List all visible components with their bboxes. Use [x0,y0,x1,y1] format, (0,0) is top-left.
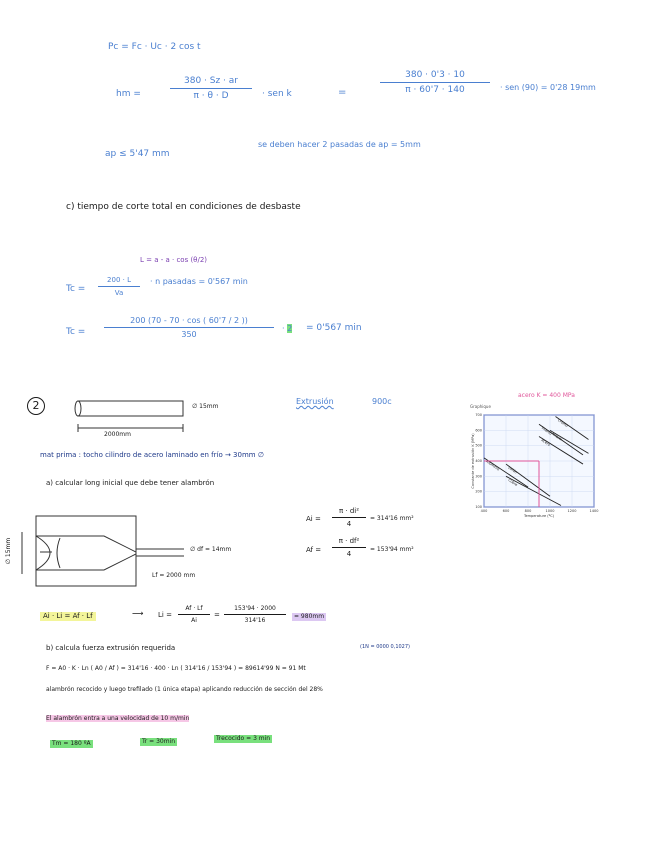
die-drawing [14,514,194,594]
chart-y-label: Constante de extrusión K (MPa) [471,433,475,489]
die-lf: Lf = 2000 mm [152,572,196,579]
ai-numerator: π · di² [338,507,360,515]
tc2-fraction [104,316,274,339]
extrusion-chart [470,405,598,523]
af-label: Af = [306,546,322,554]
force-equation: F = A0 · K · Ln ( A0 / Af ) = 314'16 · 400 · Ln ( 314'16 / 153'94 ) = 89614'99 N = 91 Mt [46,665,306,672]
tc1-rest: · n pasadas = 0'567 min [150,277,248,286]
problem-number: 2 [27,397,45,415]
hm-fraction [170,76,252,101]
chart-x-tick: 600 [502,509,510,513]
hm-numerator: 380 · Sz · ar [184,76,238,86]
chart-series-label: Titanio [540,425,553,436]
ai-denominator: 4 [346,520,352,528]
tc1-label: Tc = [66,284,86,294]
li-denominator: Ai [191,617,197,624]
chart-x-tick: 1000 [545,509,555,513]
hm-denominator-2: π · 60'7 · 140 [405,85,465,95]
hm-label: hm = [116,89,141,99]
chart-y-tick: 300 [475,474,482,479]
chart-y-tick: 100 [475,505,482,509]
passes-note: se deben hacer 2 pasadas de ap = 5mm [258,140,421,149]
extrusion-temp: 900c [372,397,392,406]
die-d0: ∅ 15mm [5,537,13,565]
result-trecocido: Trecocido = 3 min [216,735,271,742]
volume-equation: Ai · Li = Af · Lf [40,612,96,621]
chart-x-tick: 1200 [567,509,577,513]
chart-series-label: Aluminio [485,459,501,472]
wire-speed-text: El alambrón entra a una velocidad de 10 m/min [46,715,190,722]
l-formula: L = a - a · cos (θ/2) [140,256,208,264]
chart-title: Graphique [470,404,491,409]
chart-series-label: Níquel [551,431,563,442]
chart-y-tick: 200 [475,489,482,494]
ai-result: = 314'16 mm² [370,515,414,522]
bar-diameter: ∅ 15mm [192,403,219,410]
raw-material: mat prima : tocho cilindro de acero laminado en frío → 30mm ∅ [40,451,264,459]
chart-series-label: Cromo [556,418,569,428]
chart-y-tick: 500 [475,443,482,448]
question-a: a) calcular long inicial que debe tener alambrón [46,479,215,487]
result-tr: Tr = 30min [142,738,176,745]
hm-result: · sen (90) = 0'28 19mm [500,83,596,92]
af-denominator: 4 [346,550,352,558]
chart-x-label: Temperature (ºC) [523,514,555,518]
chart-x-tick: 400 [480,509,488,513]
li-numerator: Af · Lf [185,605,203,612]
chart-series-label: Cobre [507,477,519,488]
unit-note: (1N = 0000 0,1027) [360,644,410,650]
chart-y-tick: 600 [475,428,482,433]
chart-series-label: Acero [540,438,551,447]
li-fraction-2 [224,605,286,624]
li-result: = 980mm [294,613,325,620]
li-equals: = [214,611,220,619]
die-df: ∅ df = 14mm [190,546,232,553]
li-numerator-2: 153'94 · 2000 [234,605,276,612]
hm-denominator: π · θ · D [193,91,229,101]
hm-equals: = [338,87,347,98]
annealed-wire-text: alambrón recocido y luego trefilado (1 única etapa) aplicando reducción de sección del 28% [46,686,323,693]
tc2-denominator: 350 [181,330,197,339]
tc2-mult-value: 2 [287,324,293,333]
hm-fraction-2 [380,70,490,95]
tc1-denominator: Va [114,289,124,297]
tc1-fraction [98,276,140,297]
tc2-result: = 0'567 min [306,323,362,333]
chart-x-tick: 800 [524,509,532,513]
ap-limit: ap ≤ 5'47 mm [105,149,170,159]
annealed-wire-note [46,687,323,693]
bar-length: 2000mm [104,431,131,438]
chart-x-tick: 1400 [589,509,599,513]
ai-fraction [332,507,366,528]
material-constant: acero K = 400 MPa [518,392,575,399]
tc2-numerator: 200 (70 - 70 · cos ( 60'7 / 2 )) [130,316,248,325]
wire-speed-note [46,716,189,722]
li-fraction [178,605,210,624]
tc1-numerator: 200 · L [107,276,131,284]
li-label: Li = [158,611,172,619]
tc2-multiplier: · 2 [282,324,293,333]
ai-label: Ai = [306,515,321,523]
af-result: = 153'94 mm² [370,546,414,553]
tc2-label: Tc = [66,327,86,337]
arrow: ⟶ [132,609,144,618]
question-b: b) calcula fuerza extrusión requerida [46,644,176,652]
hm-sen: · sen k [262,89,292,99]
chart-y-tick: 400 [475,459,482,463]
hm-numerator-2: 380 · 0'3 · 10 [405,70,465,80]
chart-series-label: Latón [507,465,518,475]
power-formula: Pc = Fc · Uc · 2 cos t [108,42,201,52]
chart-y-tick: 700 [475,413,482,417]
af-numerator: π · df² [338,537,360,545]
section-c-heading: c) tiempo de corte total en condiciones de desbaste [66,202,301,212]
result-tm: Tm = 180 ºA [52,740,91,747]
af-fraction [332,537,366,558]
li-denominator-2: 314'16 [244,617,266,624]
extrusion-title: Extrusión [296,397,334,406]
chart-svg [470,405,598,523]
